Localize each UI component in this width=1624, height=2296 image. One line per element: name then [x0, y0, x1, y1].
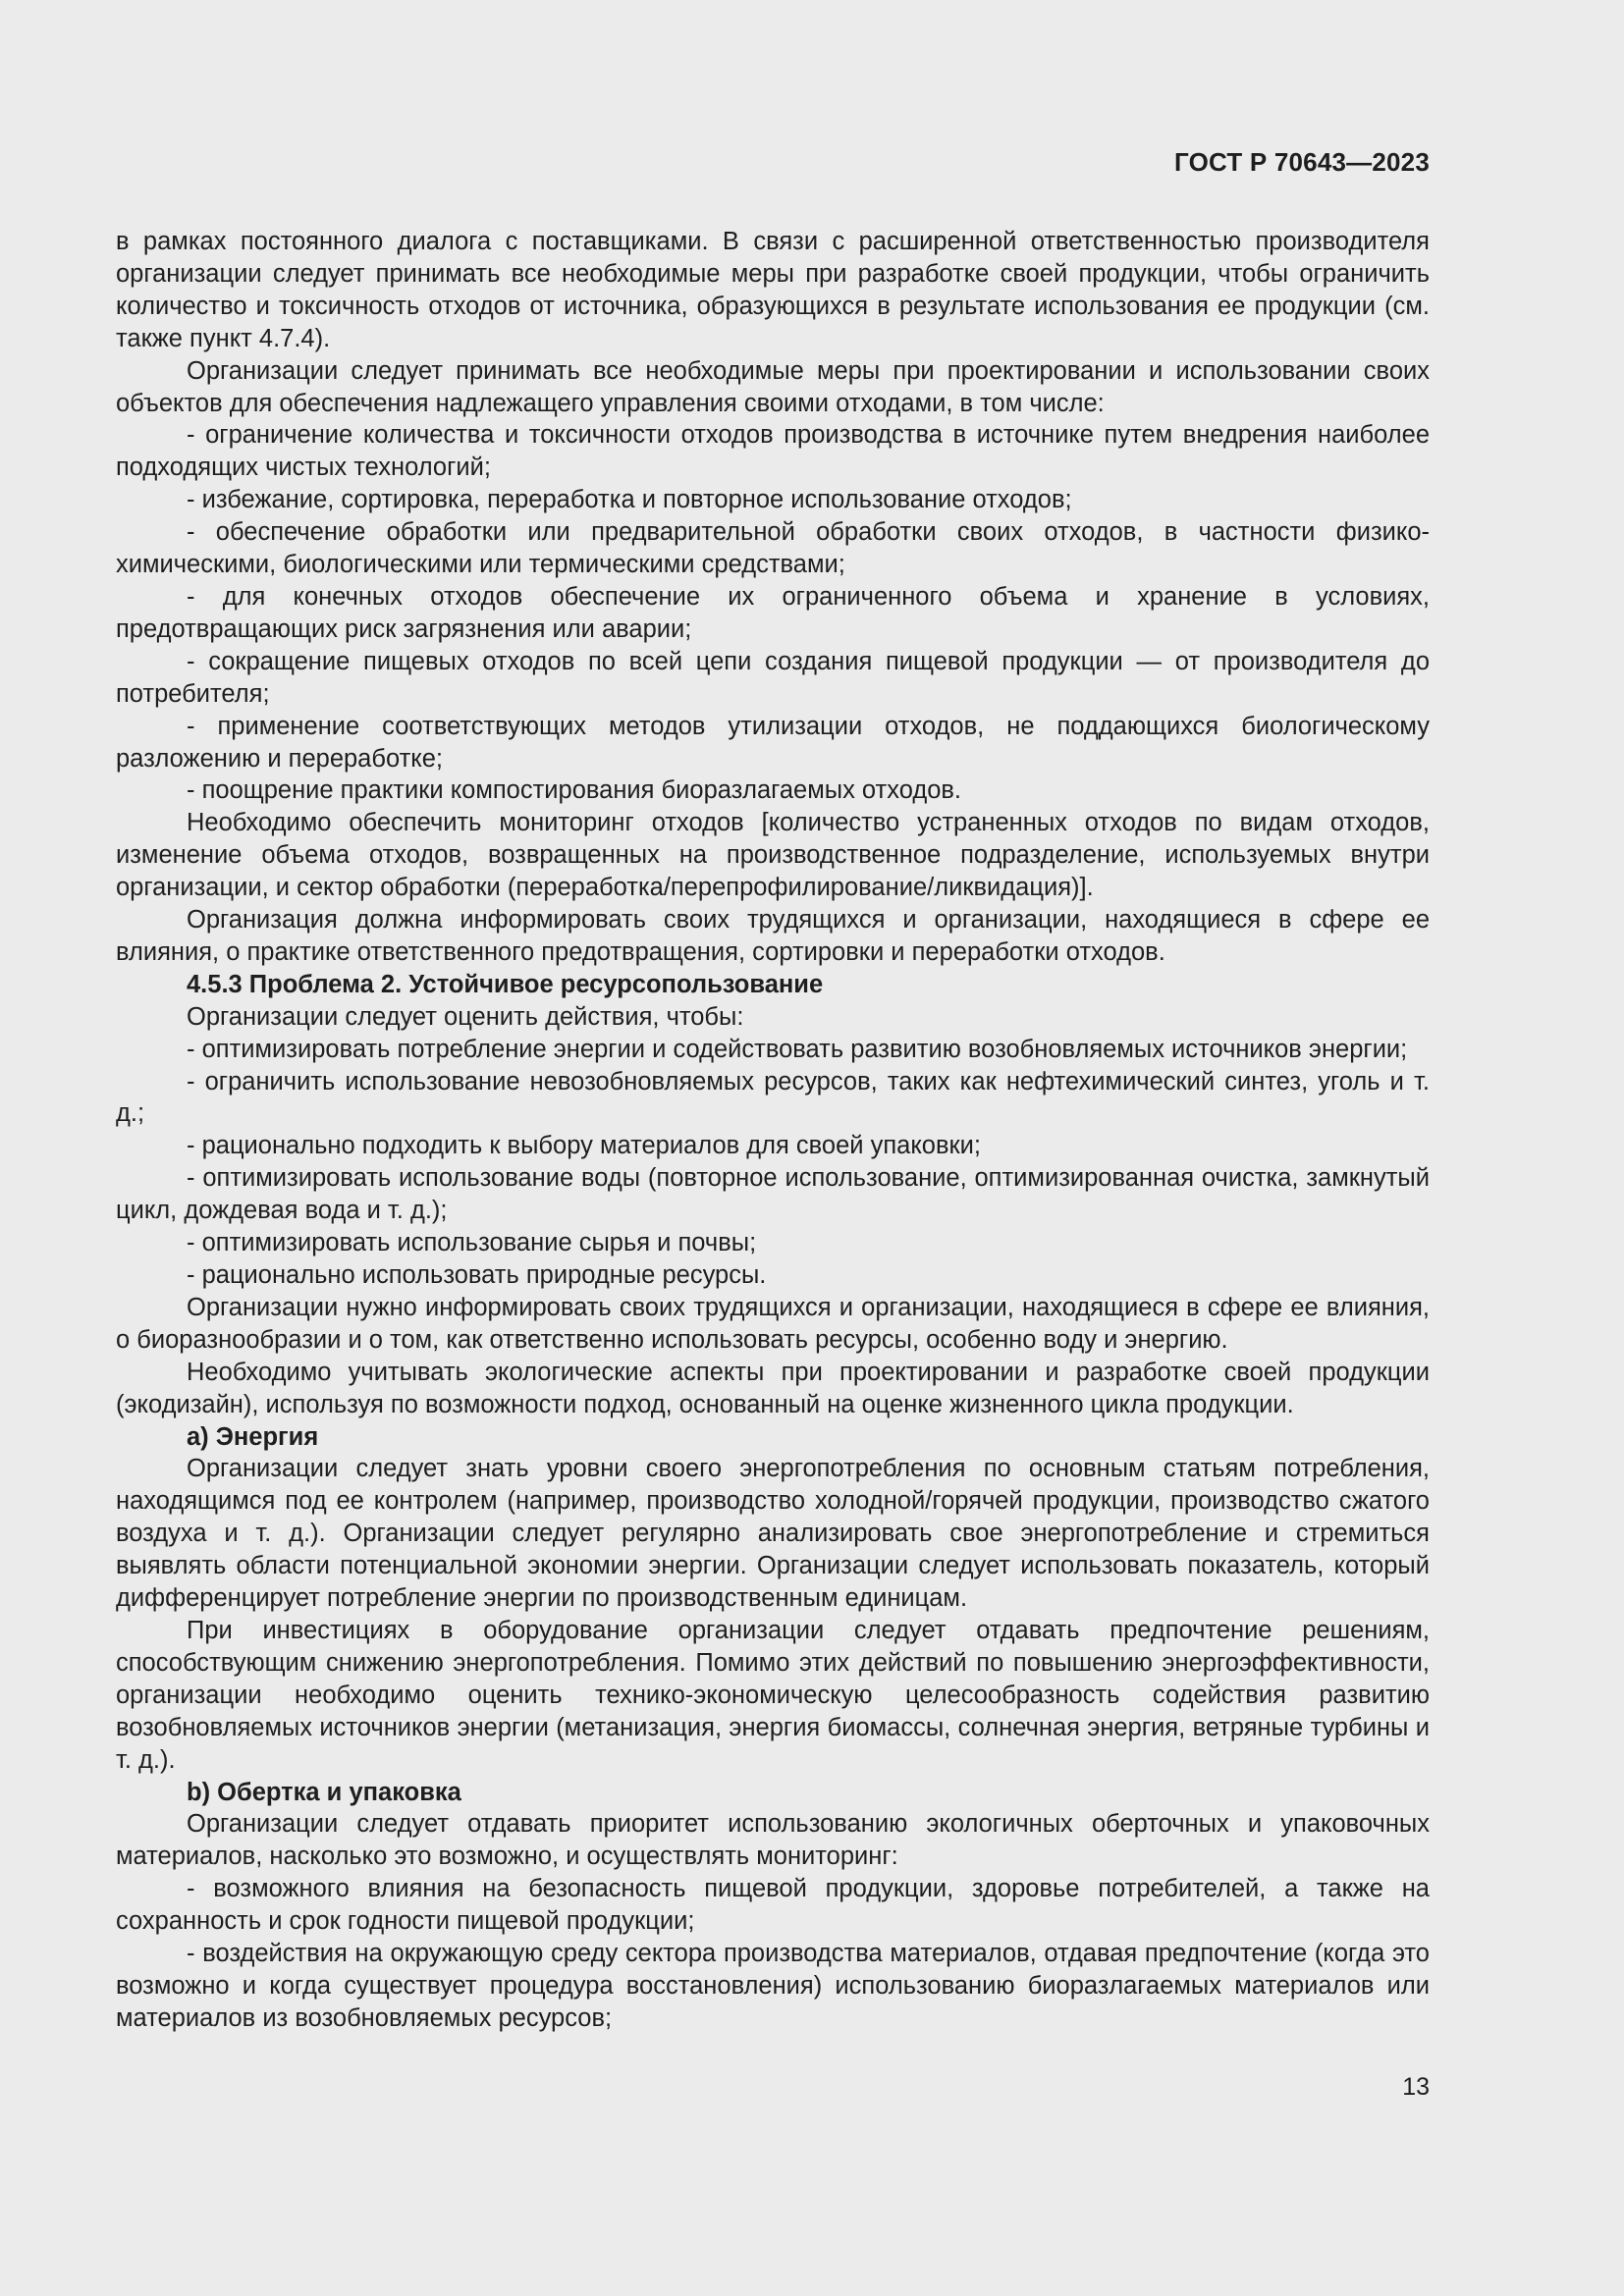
section-heading: 4.5.3 Проблема 2. Устойчивое ресурсопользование [187, 970, 824, 998]
list-item: - рационально подходить к выбору материалов для своей упаковки; [187, 1132, 982, 1160]
paragraph: Организации следует оценить действия, чтобы: [187, 1002, 744, 1031]
list-item: - возможного влияния на безопасность пищевой продукции, здоровье потребителей, а также на сохранность и срок годности пищевой продукции; [116, 1875, 1430, 1936]
document-header: ГОСТ Р 70643—2023 [1174, 147, 1430, 177]
list-item: - ограничение количества и токсичности отходов производства в источнике путем внедрения наиболее подходящих чистых технологий; [116, 421, 1430, 482]
paragraph: При инвестициях в оборудование организации следует отдавать предпочтение решениям, способствующим снижению энергопотребления. Помимо этих действий по повышению энергоэффективности, организации необходимо оценить технико-экономическую целесообразность содействия развитию возобновляемых источников энергии (метанизация, энергия биомассы, солнечная энергия, ветряные турбины и т. д.). [116, 1616, 1430, 1774]
list-item: - ограничить использование невозобновляемых ресурсов, таких как нефтехимический синтез, уголь и т. д.; [116, 1067, 1430, 1128]
document-body [116, 226, 1430, 2035]
paragraph: в рамках постоянного диалога с поставщиками. В связи с расширенной ответственностью производителя организации следует принимать все необходимые меры при разработке своей продукции, чтобы ограничить количество и токсичность отходов от источника, образующихся в результате использования ее продукции (см. также пункт 4.7.4). [116, 228, 1430, 352]
list-item: - поощрение практики компостирования биоразлагаемых отходов. [187, 776, 962, 805]
paragraph: Необходимо учитывать экологические аспекты при проектировании и разработке своей продукции (экодизайн), используя по возможности подход, основанный на оценке жизненного цикла продукции. [116, 1358, 1430, 1418]
page-number: 13 [1402, 2073, 1430, 2101]
list-item: - воздействия на окружающую среду сектора производства материалов, отдавая предпочтение (когда это возможно и когда существует процедура восстановления) использованию биоразлагаемых материалов или материалов из возобновляемых ресурсов; [116, 1940, 1430, 2032]
list-item: - избежание, сортировка, переработка и повторное использование отходов; [187, 486, 1072, 514]
paragraph: Организации следует отдавать приоритет использованию экологичных оберточных и упаковочных материалов, насколько это возможно, и осуществлять мониторинг: [116, 1810, 1430, 1871]
list-item: - оптимизировать использование сырья и почвы; [187, 1229, 757, 1257]
list-item: - применение соответствующих методов утилизации отходов, не поддающихся биологическому разложению и переработке; [116, 712, 1430, 773]
paragraph: Организации следует принимать все необходимые меры при проектировании и использовании своих объектов для обеспечения надлежащего управления своими отходами, в том числе: [116, 356, 1430, 417]
paragraph: Организация должна информировать своих трудящихся и организации, находящиеся в сфере ее влияния, о практике ответственного предотвращения, сортировки и переработки отходов. [116, 906, 1430, 966]
list-item: - оптимизировать потребление энергии и содействовать развитию возобновляемых источников энергии; [187, 1035, 1408, 1063]
list-item: - сокращение пищевых отходов по всей цепи создания пищевой продукции — от производителя до потребителя; [116, 647, 1430, 708]
list-item: - рационально использовать природные ресурсы. [187, 1261, 767, 1289]
subsection-heading: b) Обертка и упаковка [187, 1778, 461, 1806]
subsection-heading: a) Энергия [187, 1422, 319, 1451]
paragraph: Организации нужно информировать своих трудящихся и организации, находящиеся в сфере ее влияния, о биоразнообразии и о том, как ответственно использовать ресурсы, особенно воду и энергию. [116, 1293, 1430, 1354]
paragraph: Необходимо обеспечить мониторинг отходов [количество устраненных отходов по видам отходов, изменение объема отходов, возвращенных на производственное подразделение, используемых внутри организации, и сектор обработки (переработка/перепрофилирование/ликвидация)]. [116, 809, 1430, 902]
list-item: - оптимизировать использование воды (повторное использование, оптимизированная очистка, замкнутый цикл, дождевая вода и т. д.); [116, 1164, 1430, 1225]
list-item: - для конечных отходов обеспечение их ограниченного объема и хранение в условиях, предотвращающих риск загрязнения или аварии; [116, 582, 1430, 643]
paragraph: Организации следует знать уровни своего энергопотребления по основным статьям потребления, находящимся под ее контролем (например, производство холодной/горячей продукции, производство сжатого воздуха и т. д.). Организации следует регулярно анализировать свое энергопотребление и стремиться выявлять области потенциальной экономии энергии. Организации следует использовать показатель, который дифференцирует потребление энергии по производственным единицам. [116, 1455, 1430, 1613]
list-item: - обеспечение обработки или предварительной обработки своих отходов, в частности физико-химическими, биологическими или термическими средствами; [116, 518, 1430, 579]
